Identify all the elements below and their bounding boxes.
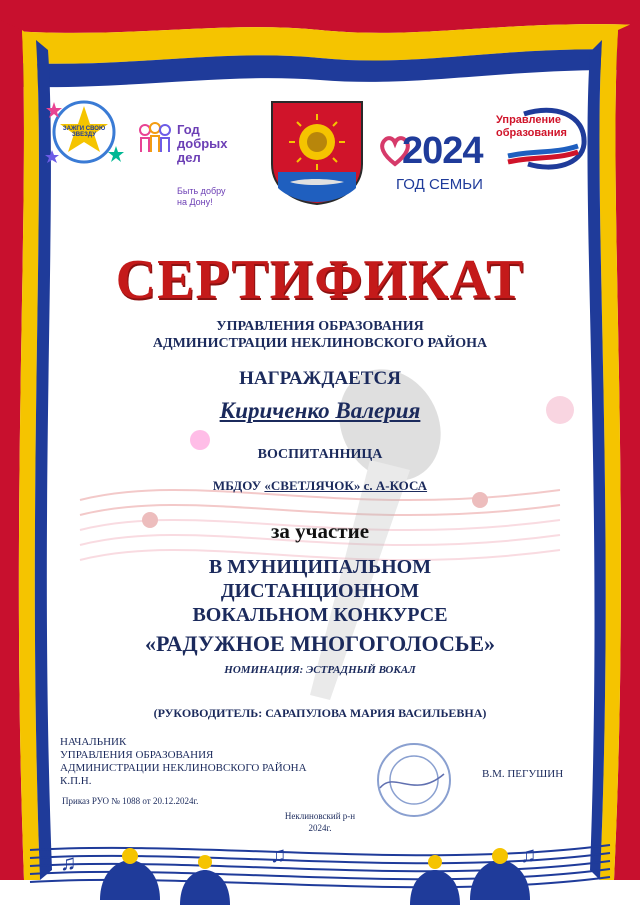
org-line1: УПРАВЛЕНИЯ ОБРАЗОВАНИЯ <box>216 319 424 334</box>
svg-text:♫: ♫ <box>270 842 287 867</box>
svg-text:♫: ♫ <box>520 842 537 867</box>
institution-name: «СВЕТЛЯЧОК» с. А-КОСА <box>264 478 428 493</box>
coat-of-arms-icon <box>268 98 366 206</box>
svg-text:♫: ♫ <box>60 850 77 875</box>
signer-name: В.М. ПЕГУШИН <box>482 768 564 780</box>
contest-line1: В МУНИЦИПАЛЬНОМ <box>208 556 432 578</box>
nomination: НОМИНАЦИЯ: ЭСТРАДНЫЙ ВОКАЛ <box>224 664 416 676</box>
pupil-label: ВОСПИТАННИЦА <box>257 447 383 462</box>
star-badge-logo <box>40 92 128 172</box>
family-year-logo <box>378 130 488 200</box>
edu-department-logo <box>494 104 590 176</box>
edu-dept-line2: образования <box>496 127 567 139</box>
year-good-line2: добрых <box>177 136 228 151</box>
awarded-label: НАГРАЖДАЕТСЯ <box>239 368 401 389</box>
family-year-caption: ГОД СЕМЬИ <box>396 176 483 193</box>
people-icon <box>137 122 173 158</box>
leader-line: (РУКОВОДИТЕЛЬ: САРАПУЛОВА МАРИЯ ВАСИЛЬЕВНА) <box>153 706 487 720</box>
year-good-line3: дел <box>177 150 201 165</box>
sig-line2: УПРАВЛЕНИЯ ОБРАЗОВАНИЯ <box>60 749 214 761</box>
signature-block <box>60 736 370 788</box>
contest-line2: ДИСТАНЦИОННОМ <box>220 580 420 602</box>
edu-dept-line1: Управление <box>496 114 562 126</box>
order-line: Приказ РУО № 1088 от 20.12.2024г. <box>62 796 199 806</box>
family-year-number: 2024 <box>402 130 483 172</box>
sig-line4: К.П.Н. <box>60 775 92 787</box>
recipient-name: Кириченко Валерия <box>219 398 421 423</box>
coat-of-arms <box>268 98 366 206</box>
institution <box>0 478 640 494</box>
institution-prefix: МБДОУ <box>212 478 265 493</box>
participation-label: за участие <box>270 519 370 543</box>
contest-line3: ВОКАЛЬНОМ КОНКУРСЕ <box>192 604 448 626</box>
sig-line1: НАЧАЛЬНИК <box>60 736 127 748</box>
official-stamp <box>374 740 454 820</box>
footer-year: 2024г. <box>308 823 332 833</box>
year-good-line1: Год <box>177 122 200 137</box>
star-badge-text: ЗАЖГИ СВОЮ ЗВЕЗДУ <box>62 126 106 138</box>
org-line2: АДМИНИСТРАЦИИ НЕКЛИНОВСКОГО РАЙОНА <box>152 336 488 351</box>
certificate-title: СЕРТИФИКАТ <box>115 249 525 311</box>
sig-line3: АДМИНИСТРАЦИИ НЕКЛИНОВСКОГО РАЙОНА <box>60 762 307 774</box>
year-good-tagline1: Быть добру <box>177 186 226 196</box>
year-good-tagline2: на Дону! <box>177 197 213 207</box>
year-of-good-deeds-logo <box>137 122 247 212</box>
contest-line4: «РАДУЖНОЕ МНОГОГОЛОСЬЕ» <box>144 631 496 656</box>
footer-place: Неклиновский р-н <box>284 811 356 821</box>
